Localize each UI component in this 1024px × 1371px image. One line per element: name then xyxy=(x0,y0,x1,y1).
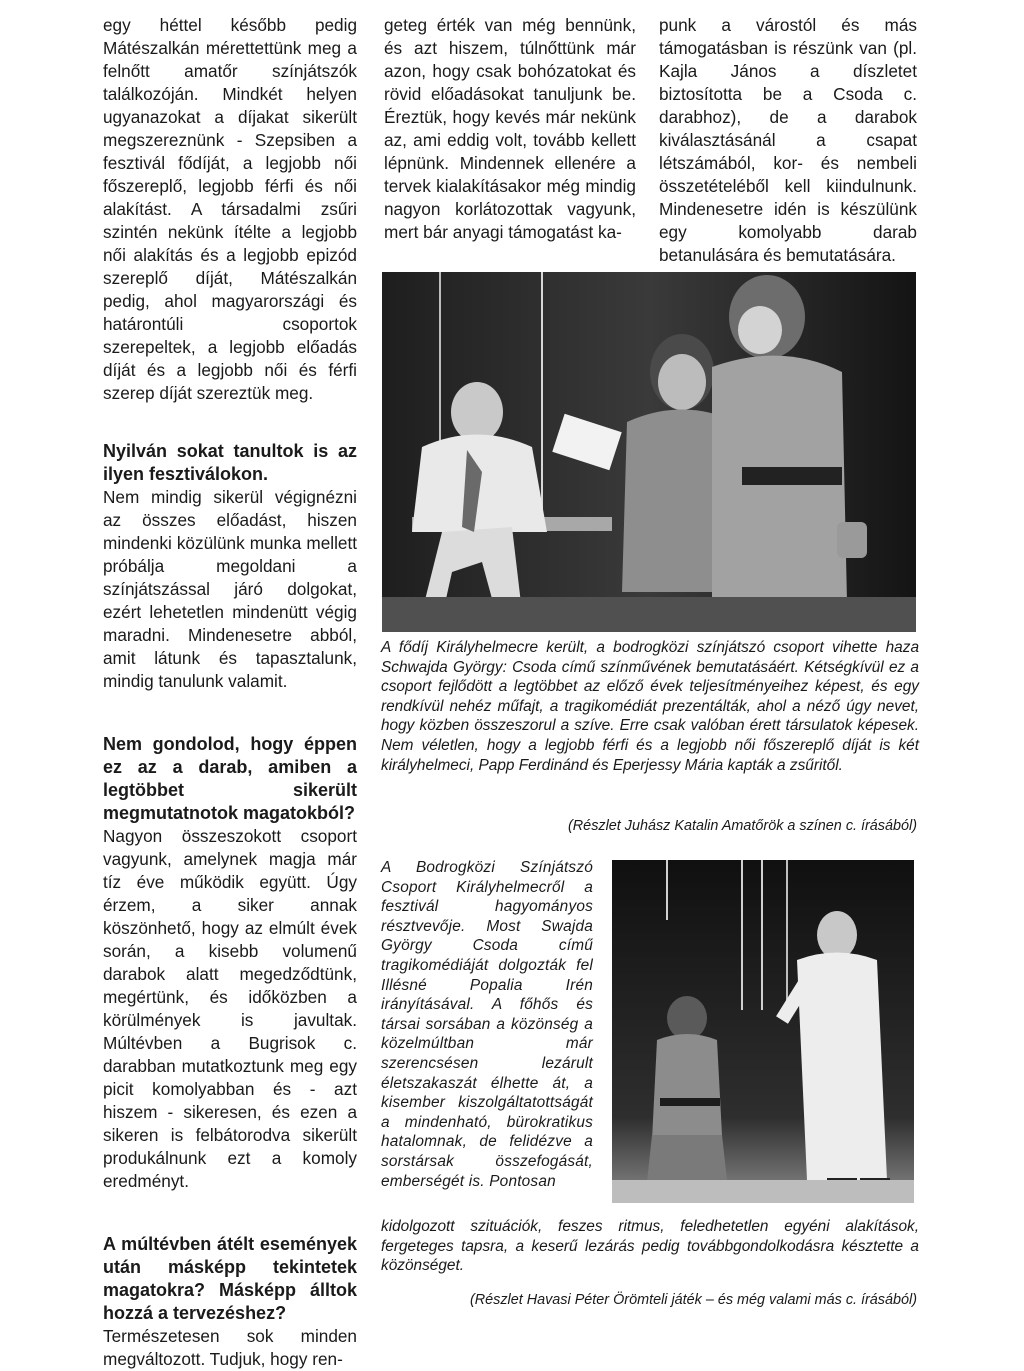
interview-question-1: Nyilván sokat tanultok is az ilyen fesztiválokon. xyxy=(103,441,357,484)
interview-question-3: A múltévben átélt események után másképp tekintetek magatokra? Másképp álltok hozzá a tervezéshez? xyxy=(103,1234,357,1323)
photo-1-caption-text: A fődíj Királyhelmecre került, a bodrogközi színjátszó csoport vihette haza Schwajda György: Csoda című színművének bemutatásáért. Kétségkívül ez a csoport fejlődött a legtöbbet az előző évek teljesítményeihez képest, és egy rendkívül nehéz műfajt, a tragikomédiát prezentálták, ahol a néző úgy nevet, hogy közben összeszorul a szíve. Erre csak valóban érett társulatok képesek. Nem véletlen, hogy a legjobb férfi és a legjobb női főszereplő díját is két királyhelmeci, Papp Ferdinánd és Eperjessy Mária kapták a zsűritől. xyxy=(381,639,919,774)
interview-answer-2: Nagyon összeszokott csoport vagyunk, amelynek magja már tíz éve működik együtt. Úgy érzem, a siker annak köszönhető, hogy az elmúlt évek során, a kisebb volumenű darabok alatt megedződtünk, megértünk, és időközben a körülmények is javultak. Múltévben a Bugrisok c. darabban mutatkoztunk meg egy picit komolyabban és - azt hiszem - sikeresen, és ezen a sikeren is felbátorodva sikerült produkálnunk ezt a komoly eredményt. xyxy=(103,826,357,1191)
interview-answer-3: Természetesen sok minden megváltozott. Tudjuk, hogy ren- xyxy=(103,1326,357,1369)
column-2-text: geteg érték van még bennünk, és azt hiszem, túlnőttünk már azon, hogy csak bohózatokat és rövid előadásokat tanuljunk be. Éreztük, hogy kevés már nekünk az, ami eddig volt, tovább kellett lépnünk. Mindennek ellenére a tervek kialakításakor még mindig nagyon korlátozottak vagyunk, mert bár anyagi támogatást ka- xyxy=(384,15,636,242)
photo-2-caption-side-text: A Bodrogközi Színjátszó Csoport Királyhelmecről a fesztivál hagyományos résztvevője. Most Swajda György Csoda című tragikomédiáját dolgozták fel Illésné Popalia Irén irányításával. A főhős és társai sorsában a közönség a közelmúltban már szerencsésen lezárult életszakaszát élhette át, a kisember kiszolgáltatottságát a mindenható, bürokratikus hatalomnak, de felidézve a sorstársak összefogását, emberségét is. Pontosan xyxy=(381,859,593,1190)
stage-photo-1 xyxy=(382,272,916,632)
photo-2-caption-continued xyxy=(381,1217,919,1276)
interview-question-2: Nem gondolod, hogy éppen ez az a darab, amiben a legtöbbet sikerült megmutatnotok magatokból? xyxy=(103,734,357,823)
column-1 xyxy=(103,14,357,1371)
photo-1-caption xyxy=(381,638,919,775)
photo-2-source: (Részlet Havasi Péter Örömteli játék – és még valami más c. írásából) xyxy=(469,1292,917,1308)
intro-paragraph: egy héttel később pedig Mátészalkán mérettettünk meg a felnőtt amatőr színjátszók találkozóján. Mindkét helyen ugyanazokat a díjakat sikerült megszereznünk - Szepsiben a fesztivál fődíját, a legjobb női főszereplő, legjobb férfi és női alakítást. A társadalmi zsűri szintén nekünk ítélte a legjobb női alakítás és a legjobb epizód szereplő díját, Mátészalkán pedig, ahol magyarországi és határontúli csoportok szerepeltek, a legjobb előadás díját és a legjobb női és férfi szerep díját szereztük meg. xyxy=(103,15,357,403)
column-3 xyxy=(659,14,917,267)
interview-answer-1: Nem mindig sikerül végignézni az összes előadást, hiszen mindenki közülünk munka mellett próbálja megoldani a színjátszással járó dolgokat, ezért lehetetlen mindenütt végig maradni. Mindenesetre abból, amit látunk és tapasztalunk, mindig tanulunk valamit. xyxy=(103,487,357,691)
photo-2-caption-bottom-text: kidolgozott szituációk, feszes ritmus, feledhetetlen egyéni alakítások, fergeteges tapsra, a keserű lezárás pedig továbbgondolkodásra késztette a közönséget. xyxy=(381,1218,919,1275)
stage-photo-2 xyxy=(612,860,914,1203)
column-3-text: punk a várostól és más támogatásban is részünk van (pl. Kajla János a díszletet biztosította be a Csoda c. darabhoz), de a darabok kiválasztásánál a csapat létszámából, kor- és nembeli összetételéből kell kiindulnunk. Mindenesetre idén is készülünk egy komolyabb darab betanulására és bemutatására. xyxy=(659,15,917,265)
photo-2-caption xyxy=(381,858,593,1191)
photo-1-source: (Részlet Juhász Katalin Amatőrök a színen c. írásából) xyxy=(568,818,917,834)
column-2 xyxy=(384,14,636,244)
